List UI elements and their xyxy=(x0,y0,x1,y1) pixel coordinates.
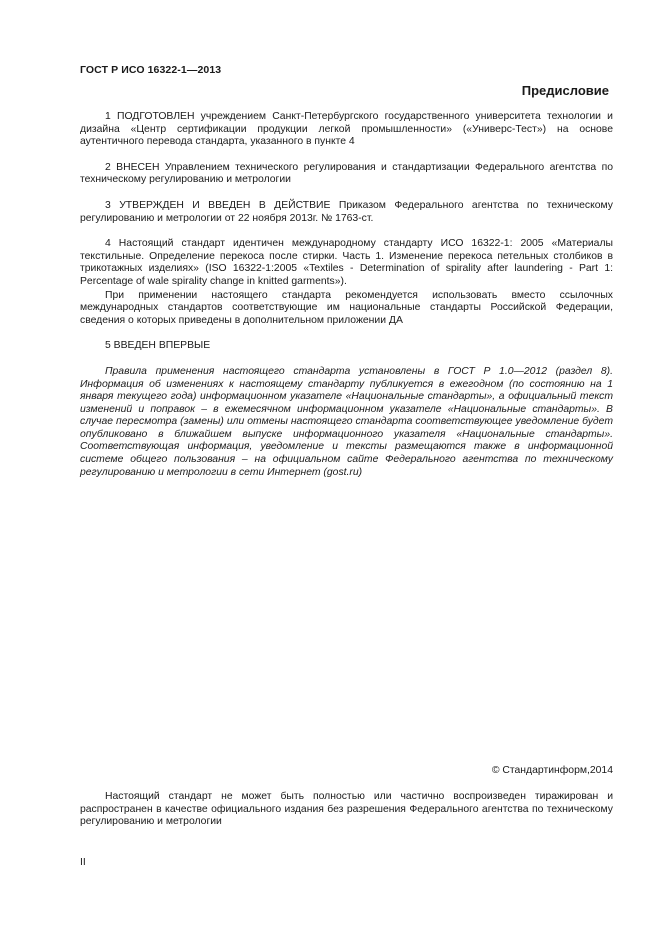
document-code: ГОСТ Р ИСО 16322-1—2013 xyxy=(80,64,222,76)
reproduction-notice: Настоящий стандарт не может быть полностью или частично воспроизведен тиражирован и распространен в качестве официального издания без разрешения Федерального агентства по техническому регулированию и метрологии xyxy=(80,791,613,828)
copyright-line: © Стандартинформ,2014 xyxy=(491,765,613,776)
page-title: Предисловие xyxy=(521,83,609,98)
paragraph-reference-standards: При применении настоящего стандарта рекомендуется использовать вместо ссылочных международных стандартов соответствующие им национальные стандарты Российской Федерации, сведения о которых приведены в дополнительном приложении ДА xyxy=(80,289,613,326)
paragraph-introduced: 2 ВНЕСЕН Управлением технического регулирования и стандартизации Федерального агентства по техническому регулированию и метрологии xyxy=(80,161,613,186)
paragraph-application-rules: Правила применения настоящего стандарта установлены в ГОСТ Р 1.0—2012 (раздел 8). Информация об изменениях к настоящему стандарту публикуется в ежегодном (по состоянию на 1 января текущего года) информационном указателе «Национальные стандарты», а официальный текст изменений и поправок – в ежемесячном информационном указателе «Национальные стандарты». В случае пересмотра (замены) или отмены настоящего стандарта соответствующее уведомление будет опубликовано в ближайшем выпуске информационного указателя «Национальные стандарты». Соответствующая информация, уведомление и тексты размещаются также в информационной системе общего пользования – на официальном сайте Федерального агентства по техническому регулированию и метрологии в сети Интернет (gost.ru) xyxy=(80,365,613,478)
page-number: II xyxy=(80,857,86,868)
preface-body xyxy=(80,111,613,479)
paragraph-approved: 3 УТВЕРЖДЕН И ВВЕДЕН В ДЕЙСТВИЕ Приказом Федерального агентства по техническому регулированию и метрологии от 22 ноября 2013г. № 1763-ст. xyxy=(80,199,613,224)
paragraph-prepared: 1 ПОДГОТОВЛЕН учреждением Санкт-Петербургского государственного университета технологии и дизайна «Центр сертификации продукции легкой промышленности» («Универс-Тест») на основе аутентичного перевода стандарта, указанного в пункте 4 xyxy=(80,111,613,148)
paragraph-first-introduced: 5 ВВЕДЕН ВПЕРВЫЕ xyxy=(105,340,211,352)
paragraph-identical-standard: 4 Настоящий стандарт идентичен международному стандарту ИСО 16322-1: 2005 «Материалы текстильные. Определение перекоса после стирки. Часть 1. Изменение перекоса петельных столбиков в трикотажных изделиях» (ISO 16322-1:2005 «Textiles - Determination of spirality after laundering - Part 1: Percentage of wale spirality change in knitted garments»). xyxy=(80,238,613,287)
